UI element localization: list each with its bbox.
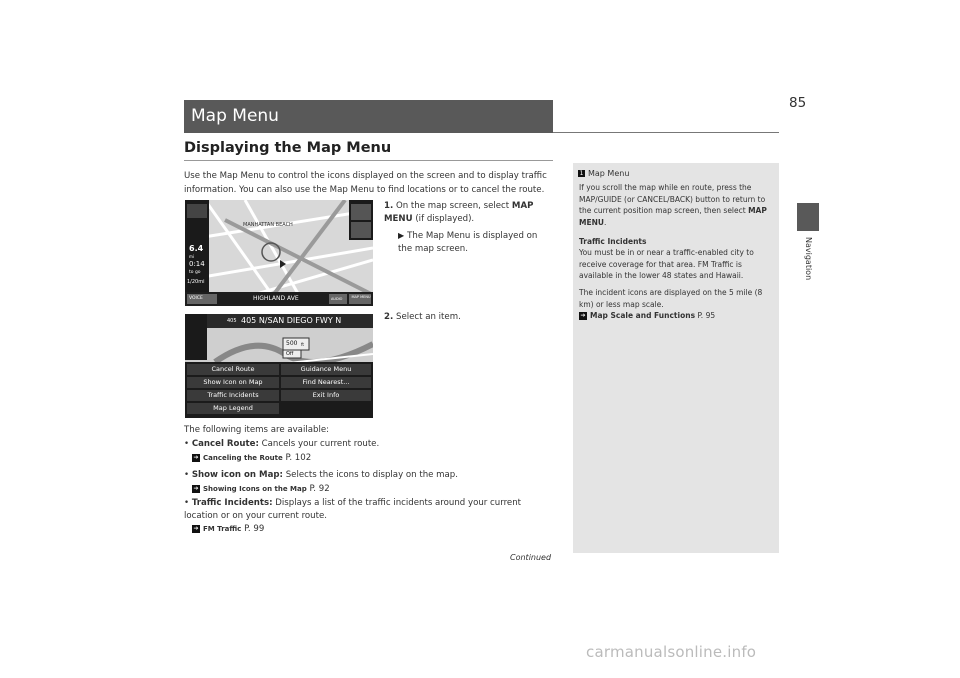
list-item [184, 497, 534, 523]
map-time-value: 0:14 [189, 260, 205, 268]
step-2-text: Select an item. [395, 312, 461, 322]
map-screen-image [185, 200, 373, 306]
menu-cancel-route: Cancel Route [211, 365, 255, 373]
map-distance-unit: mi [189, 254, 195, 259]
section-heading: Displaying the Map Menu [184, 140, 392, 156]
sidebar-reference-link[interactable]: Map Scale and Functions [590, 311, 696, 320]
reference-arrow-icon: ➔ [193, 484, 199, 492]
reference-link[interactable]: FM Traffic [203, 525, 242, 533]
map-scale-label: 1/20mi [187, 279, 205, 285]
step-1-text-bold: MAP MENU [384, 201, 534, 224]
item-description: Displays a list of the traffic incidents around your current location or on your current route. [184, 498, 522, 521]
exit-off-label: Off [286, 351, 294, 357]
step-1-result-text: The Map Menu is displayed on the map screen. [398, 231, 538, 254]
continued-label: Continued [510, 553, 552, 562]
item-description: Selects the icons to display on the map. [285, 470, 458, 480]
reference-link[interactable]: Canceling the Route [203, 454, 283, 462]
street-name-label: HIGHLAND AVE [253, 295, 299, 302]
menu-map-legend: Map Legend [213, 404, 253, 412]
reference-arrow-icon: ➔ [193, 453, 199, 461]
section-tab-marker [797, 203, 819, 231]
title-divider [553, 132, 779, 133]
map-distance-value: 6.4 [189, 244, 204, 253]
bullet-icon: • [184, 439, 192, 449]
item-reference [192, 452, 311, 465]
list-item [184, 469, 554, 482]
map-menu-button-label: MAP MENU [351, 295, 371, 299]
map-area-label: MANHATTAN BEACH [243, 222, 293, 228]
reference-arrow-icon: ➔ [193, 524, 199, 532]
reference-link[interactable]: Showing Icons on the Map [203, 485, 307, 493]
audio-button-label: AUDIO [331, 297, 343, 301]
step-1-result [398, 229, 553, 256]
item-name: Cancel Route: [191, 439, 259, 449]
step-1 [384, 200, 554, 226]
heading-divider [184, 160, 553, 161]
map-menu-screen-image [185, 314, 373, 418]
sidebar-reference-page: P. 95 [697, 311, 716, 320]
distance-to-turn-value: 500 [286, 340, 298, 347]
page-number: 85 [789, 95, 807, 111]
reference-page: P. 92 [309, 484, 330, 494]
watermark: carmanualsonline.info [586, 643, 757, 661]
map-illustration [185, 200, 373, 306]
distance-to-turn-unit: ft [301, 342, 304, 347]
menu-traffic-incidents: Traffic Incidents [207, 391, 259, 399]
section-tab-label: Navigation [804, 237, 813, 281]
reference-arrow-icon: ➔ [580, 312, 586, 319]
map-to-go-label: to go [189, 270, 201, 275]
highway-shield-label: 405 [227, 318, 237, 324]
step-2-number: 2. [384, 312, 394, 322]
sidebar-para-1-pre: If you scroll the map while en route, press the MAP/GUIDE (or CANCEL/BACK) button to return to the current position map screen, then select [579, 183, 766, 215]
sidebar-para-1 [579, 182, 775, 228]
sidebar-heading-text: Map Menu [588, 169, 630, 178]
item-reference [192, 483, 330, 496]
road-name-label: 405 N/SAN DIEGO FWY N [241, 316, 342, 325]
sidebar-reference [579, 310, 715, 322]
sidebar-para-2: You must be in or near a traffic-enabled city to receive coverage for that area. FM Traffic is available in the lower 48 states and Hawaii. [579, 248, 754, 280]
step-1-number: 1. [384, 201, 394, 211]
menu-find-nearest: Find Nearest... [302, 378, 350, 386]
menu-exit-info: Exit Info [312, 391, 340, 399]
voice-button-label: VOICE [189, 296, 203, 301]
sidebar-para-3: The incident icons are displayed on the 5 mile (8 km) or less map scale. [579, 288, 763, 309]
result-arrow-icon: ▶ [398, 231, 405, 240]
menu-guidance-menu: Guidance Menu [300, 365, 352, 373]
menu-show-icon-on-map: Show Icon on Map [203, 378, 263, 386]
bullet-icon: • [184, 470, 192, 480]
bullet-icon: • [184, 498, 192, 508]
sidebar-para-1-post: . [603, 217, 607, 227]
sidebar-heading [578, 168, 629, 180]
step-2 [384, 311, 461, 324]
item-reference [192, 523, 264, 536]
note-marker-icon: 1 [579, 170, 584, 177]
list-item [184, 438, 554, 451]
step-1-text-pre: On the map screen, select [395, 201, 512, 211]
page-title: Map Menu [184, 100, 553, 133]
reference-page: P. 99 [244, 524, 265, 534]
sidebar-para-1-bold: MAP MENU [579, 206, 767, 227]
item-description: Cancels your current route. [261, 439, 380, 449]
intro-paragraph: Use the Map Menu to control the icons displayed on the screen and to display traffic information. You can also use the Map Menu to find locations or to cancel the route. [184, 171, 547, 195]
step-1-text-post: (if displayed). [412, 214, 475, 224]
items-intro: The following items are available: [184, 425, 330, 435]
reference-page: P. 102 [285, 453, 312, 463]
item-name: Traffic Incidents: [191, 498, 273, 508]
item-name: Show icon on Map: [191, 470, 283, 480]
sidebar-para-2-heading: Traffic Incidents [579, 237, 647, 246]
